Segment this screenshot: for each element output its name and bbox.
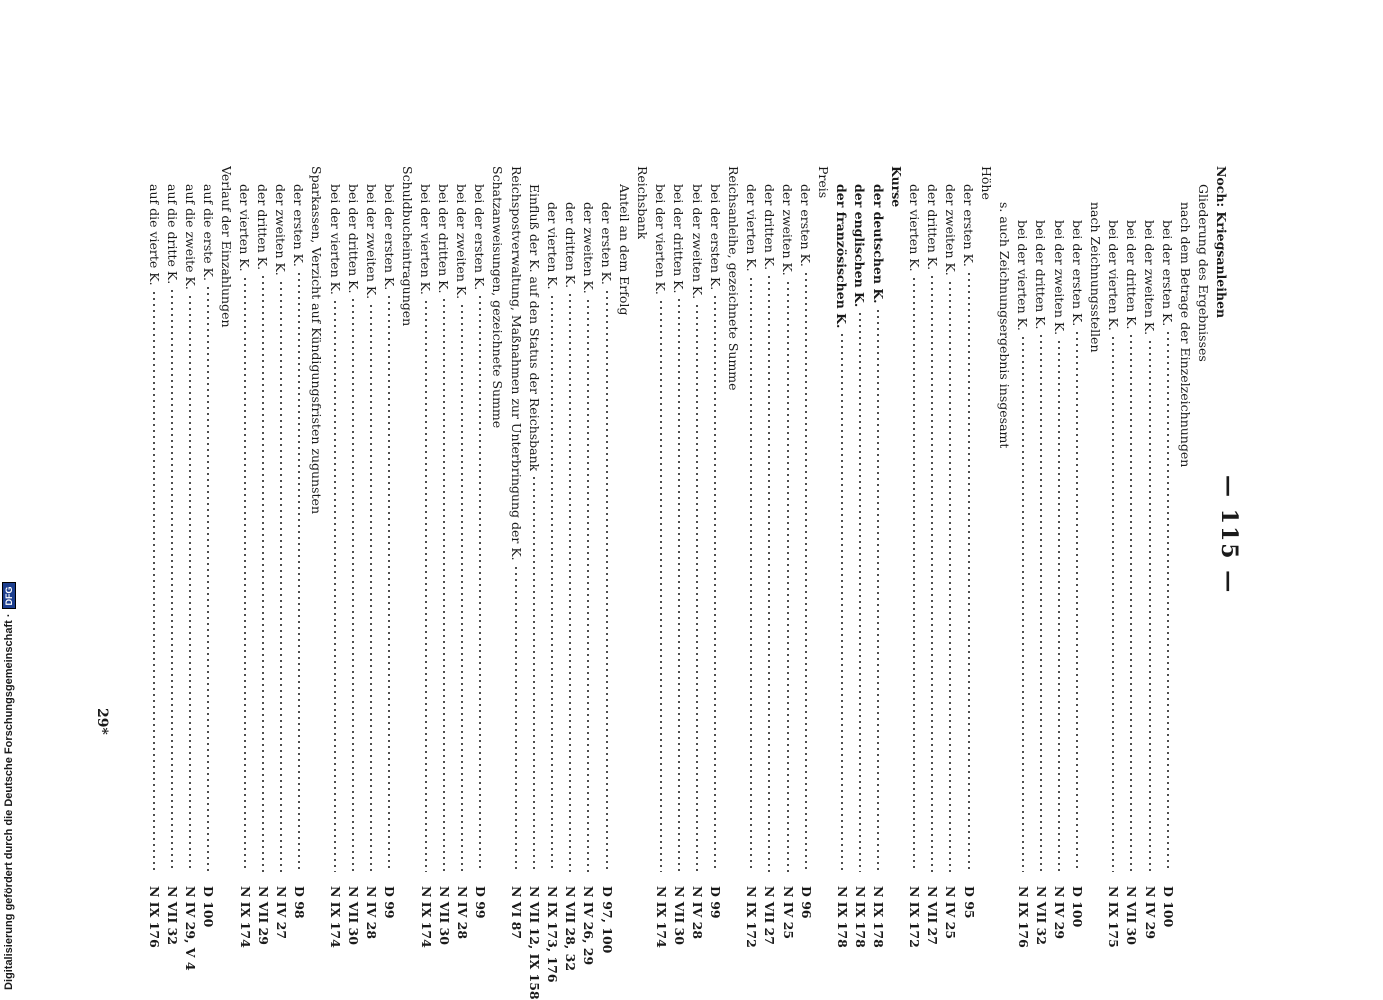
entry-label: Einfluß der K. auf den Status der Reichsbank — [526, 184, 542, 472]
index-entry — [198, 184, 218, 876]
entry-label: der zweiten K. — [273, 184, 289, 276]
leader-dots — [529, 475, 539, 872]
leader-dots — [674, 297, 684, 872]
index-entry — [1158, 220, 1178, 876]
leader-dots — [149, 290, 159, 872]
entry-label: der dritten K. — [762, 184, 777, 271]
entry-label: bei der vierten K. — [418, 184, 434, 295]
leader-dots — [656, 299, 666, 872]
entry-label: nach dem Betrage der Einzelzeichnungen — [1178, 202, 1194, 468]
entry-label: Höhe — [979, 166, 995, 200]
leader-dots — [710, 294, 720, 872]
entry-label: der zweiten K. — [581, 202, 596, 294]
index-entry — [416, 184, 436, 876]
entry-label: bei der zweiten K. — [1142, 220, 1158, 336]
entry-label: der ersten K. — [798, 184, 814, 267]
entry-label: Noch: Kriegsanleihen — [1214, 166, 1230, 319]
leader-dots — [240, 276, 250, 872]
entry-label: bei der vierten K. — [653, 184, 669, 295]
entry-label: bei der ersten K. — [707, 184, 723, 291]
index-entry — [1176, 202, 1196, 467]
entry-label: der vierten K. — [743, 184, 759, 272]
index-entry — [814, 166, 834, 198]
index-entry — [741, 184, 761, 876]
entry-reference: N IV 29, V 4 — [183, 886, 199, 971]
index-entry — [434, 184, 454, 876]
entry-reference: N IV 25 — [943, 886, 959, 940]
entry-label: auf die zweite K. — [182, 184, 198, 290]
entry-label: Reichspostverwaltung, Maßnahmen zur Unterbringung der K. — [508, 166, 524, 561]
index-entry — [144, 184, 164, 876]
entry-reference: N VII 12, IX 158 — [527, 886, 543, 1000]
entry-label: bei der zweiten K. — [363, 184, 379, 300]
entry-reference: N VII 32 — [165, 886, 181, 945]
entry-label: Reichsanleihe, gezeichnete Summe — [725, 166, 741, 391]
entry-reference: D 99 — [472, 886, 488, 919]
index-entry — [560, 202, 580, 876]
entry-reference: N IX 178 — [871, 886, 887, 948]
entry-label: Schuldbucheintragungen — [400, 166, 415, 327]
index-entry — [289, 184, 309, 876]
index-entry — [904, 184, 924, 876]
entry-label: Schatzanweisungen, gezeichnete Summe — [490, 166, 506, 429]
leader-dots — [964, 271, 974, 872]
index-entry — [1212, 166, 1232, 318]
leader-dots — [511, 565, 521, 872]
leader-dots — [475, 294, 485, 872]
leader-dots — [276, 280, 286, 872]
entry-reference: N IX 176 — [1015, 886, 1031, 948]
index-entry — [832, 184, 852, 876]
entry-reference: N VII 27 — [925, 886, 941, 945]
entry-reference: N IV 29 — [1142, 886, 1158, 940]
entry-reference: N IX 175 — [1106, 886, 1122, 948]
entry-label: auf die vierte K. — [146, 184, 162, 286]
digitization-text: Digitalisierung gefördert durch die Deutsche Forschungsgemeinschaft · — [3, 613, 15, 990]
index-entry — [506, 166, 526, 876]
index-entry — [1103, 220, 1123, 876]
leader-dots — [1145, 339, 1155, 872]
index-entry — [452, 184, 472, 876]
entry-label: s. auch Zeichnungsergebnis insgesamt — [997, 202, 1013, 449]
entry-reference: N IX 178 — [853, 886, 868, 948]
index-entry — [941, 184, 961, 876]
entry-label: Reichsbank — [635, 166, 651, 240]
index-entry — [886, 166, 906, 207]
leader-dots — [602, 289, 612, 872]
entry-reference: N VII 28, 32 — [563, 886, 579, 972]
index-entry — [271, 184, 291, 876]
page-number: — 115 — — [1216, 475, 1242, 595]
index-entry — [1140, 220, 1160, 876]
index-entry — [1049, 220, 1069, 876]
entry-reference: D 95 — [961, 886, 977, 919]
entry-reference: N VI 87 — [509, 886, 525, 940]
index-entry — [579, 202, 599, 876]
entry-label: bei der zweiten K. — [454, 184, 470, 300]
index-entry — [253, 184, 273, 876]
leader-dots — [765, 274, 775, 872]
leader-dots — [873, 308, 883, 872]
index-entry — [796, 184, 816, 876]
leader-dots — [167, 288, 177, 872]
leader-dots — [565, 292, 575, 872]
entry-reference: N IX 172 — [744, 886, 760, 948]
leader-dots — [1127, 333, 1137, 872]
index-entry — [379, 184, 399, 876]
entry-label: Preis — [816, 166, 832, 199]
leader-dots — [855, 311, 865, 872]
entry-reference: D 99 — [382, 886, 398, 919]
leader-dots — [203, 285, 213, 872]
leader-dots — [185, 294, 195, 872]
leader-dots — [1072, 330, 1082, 872]
entry-label: bei der dritten K. — [345, 184, 361, 294]
leader-dots — [692, 303, 702, 872]
entry-reference: N IV 28 — [364, 886, 380, 940]
entry-reference: N VII 29 — [255, 886, 271, 945]
entry-label: bei der dritten K. — [1033, 220, 1049, 330]
entry-label: bei der ersten K. — [1160, 220, 1176, 327]
leader-dots — [584, 298, 594, 872]
index-entry — [995, 202, 1015, 448]
leader-dots — [421, 299, 431, 872]
entry-reference: N IV 27 — [273, 886, 289, 940]
entry-reference: D 99 — [708, 886, 724, 919]
entry-reference: N IV 28 — [454, 886, 470, 940]
entry-label: Gliederung des Ergebnisses — [1196, 184, 1212, 362]
leader-dots — [439, 297, 449, 872]
entry-label: der dritten K. — [924, 184, 940, 271]
index-entry — [235, 184, 255, 876]
index-entry — [398, 166, 418, 326]
entry-label: bei der vierten K. — [327, 184, 343, 295]
entry-reference: N VII 32 — [1034, 886, 1049, 945]
leader-dots — [1163, 330, 1173, 872]
leader-dots — [1018, 335, 1028, 872]
entry-label: der ersten K. — [599, 202, 615, 285]
index-entry — [597, 202, 617, 876]
entry-label: der vierten K. — [906, 184, 922, 272]
entry-label: bei der zweiten K. — [1051, 220, 1067, 336]
index-entry — [1031, 220, 1051, 876]
entry-reference: N IX 176 — [147, 886, 163, 948]
entry-label: auf die dritte K. — [164, 184, 180, 285]
entry-reference: N IX 174 — [237, 886, 253, 948]
leader-dots — [258, 274, 268, 872]
index-entry — [307, 166, 327, 514]
index-entry — [470, 184, 490, 876]
leader-dots — [837, 332, 847, 872]
index-entry — [633, 166, 653, 239]
entry-label: der ersten K. — [961, 184, 977, 267]
entry-reference: N VII 27 — [762, 886, 778, 945]
leader-dots — [909, 276, 919, 872]
entry-label: der zweiten K. — [943, 184, 958, 276]
entry-label: der zweiten K. — [780, 184, 796, 276]
index-entry — [1122, 220, 1142, 876]
entry-reference: N IV 28 — [690, 886, 706, 940]
entry-label: der vierten K. — [237, 184, 253, 272]
entry-label: bei der dritten K. — [1124, 220, 1139, 330]
entry-label: der ersten K. — [291, 184, 307, 267]
index-entry — [850, 184, 870, 876]
leader-dots — [1054, 339, 1064, 872]
entry-reference: N IX 172 — [907, 886, 923, 948]
index-entry — [669, 184, 689, 876]
leader-dots — [1108, 335, 1118, 872]
signature-mark: 29* — [94, 708, 110, 735]
entry-label: Verlauf der Einzahlungen — [219, 166, 234, 328]
entry-reference: N IV 25 — [780, 886, 796, 940]
entry-reference: D 96 — [798, 886, 814, 919]
index-entry — [651, 184, 671, 876]
index-entry — [1067, 220, 1087, 876]
index-entry — [217, 166, 237, 328]
leader-dots — [927, 274, 937, 872]
entry-reference: N IV 29 — [1052, 886, 1068, 940]
entry-reference: N IV 26, 29 — [581, 886, 597, 966]
leader-dots — [294, 271, 304, 872]
index-entry — [180, 184, 200, 876]
index-entry — [959, 184, 979, 876]
entry-label: auf die erste K. — [200, 184, 216, 281]
entry-label: bei der ersten K. — [472, 184, 488, 291]
index-entry — [778, 184, 798, 876]
entry-reference: D 100 — [1160, 886, 1176, 928]
entry-reference: D 97, 100 — [599, 886, 615, 954]
dfg-logo: DFG — [2, 582, 16, 609]
index-entry — [542, 202, 562, 876]
leader-dots — [547, 294, 557, 872]
index-entry — [1013, 220, 1033, 876]
entry-label: Kurse — [888, 166, 904, 208]
leader-dots — [384, 294, 394, 872]
index-entry — [977, 166, 997, 200]
entry-label: bei der vierten K. — [1015, 220, 1031, 331]
entry-reference: D 100 — [201, 886, 217, 928]
digitization-note — [2, 586, 16, 990]
entry-label: Anteil an dem Erfolg — [617, 184, 633, 316]
entry-label: der dritten K. — [255, 184, 271, 271]
entry-label: der deutschen K. — [870, 184, 886, 304]
index-entry — [687, 184, 707, 876]
index-entry — [488, 166, 508, 428]
entry-reference: N VII 30 — [346, 886, 362, 945]
index-entry — [760, 184, 780, 876]
index-entry — [615, 184, 635, 315]
index-list — [122, 166, 1232, 1000]
entry-label: bei der dritten K. — [436, 184, 452, 294]
leader-dots — [348, 297, 358, 872]
leader-dots — [801, 271, 811, 872]
leader-dots — [946, 280, 956, 872]
entry-label: der dritten K. — [562, 202, 578, 289]
entry-label: der französischen K. — [834, 184, 850, 329]
index-entry — [524, 184, 544, 876]
leader-dots — [1036, 333, 1046, 872]
index-entry — [1085, 202, 1105, 353]
index-entry — [361, 184, 381, 876]
leader-dots — [330, 299, 340, 872]
leader-dots — [366, 303, 376, 872]
index-entry — [723, 166, 743, 391]
index-entry — [325, 184, 345, 876]
entry-label: der englischen K. — [852, 184, 868, 308]
entry-reference: N IX 174 — [328, 886, 344, 948]
entry-reference: N IX 174 — [653, 886, 669, 948]
index-entry — [868, 184, 888, 876]
entry-label: nach Zeichnungsstellen — [1087, 202, 1103, 353]
entry-label: bei der zweiten K. — [689, 184, 705, 300]
entry-reference: N IX 173, 176 — [545, 886, 561, 983]
entry-label: bei der ersten K. — [1069, 220, 1085, 327]
entry-label: bei der ersten K. — [381, 184, 397, 291]
entry-reference: N VII 30 — [1124, 886, 1140, 945]
entry-label: bei der dritten K. — [671, 184, 687, 294]
index-entry — [922, 184, 942, 876]
leader-dots — [783, 280, 793, 872]
entry-label: der vierten K. — [544, 202, 560, 290]
entry-reference: N IX 174 — [418, 886, 434, 948]
entry-reference: N VII 30 — [672, 886, 687, 945]
leader-dots — [457, 303, 467, 872]
entry-reference: N IX 178 — [834, 886, 850, 948]
entry-reference: D 100 — [1070, 886, 1086, 928]
index-entry — [1194, 184, 1214, 362]
entry-reference: N VII 30 — [436, 886, 452, 945]
index-entry — [705, 184, 725, 876]
entry-label: Sparkassen, Verzicht auf Kündigungsfristen zugunsten — [309, 166, 325, 514]
index-entry — [343, 184, 363, 876]
entry-label: bei der vierten K. — [1105, 220, 1121, 331]
entry-reference: D 98 — [291, 886, 307, 919]
leader-dots — [746, 276, 756, 872]
index-entry — [162, 184, 182, 876]
